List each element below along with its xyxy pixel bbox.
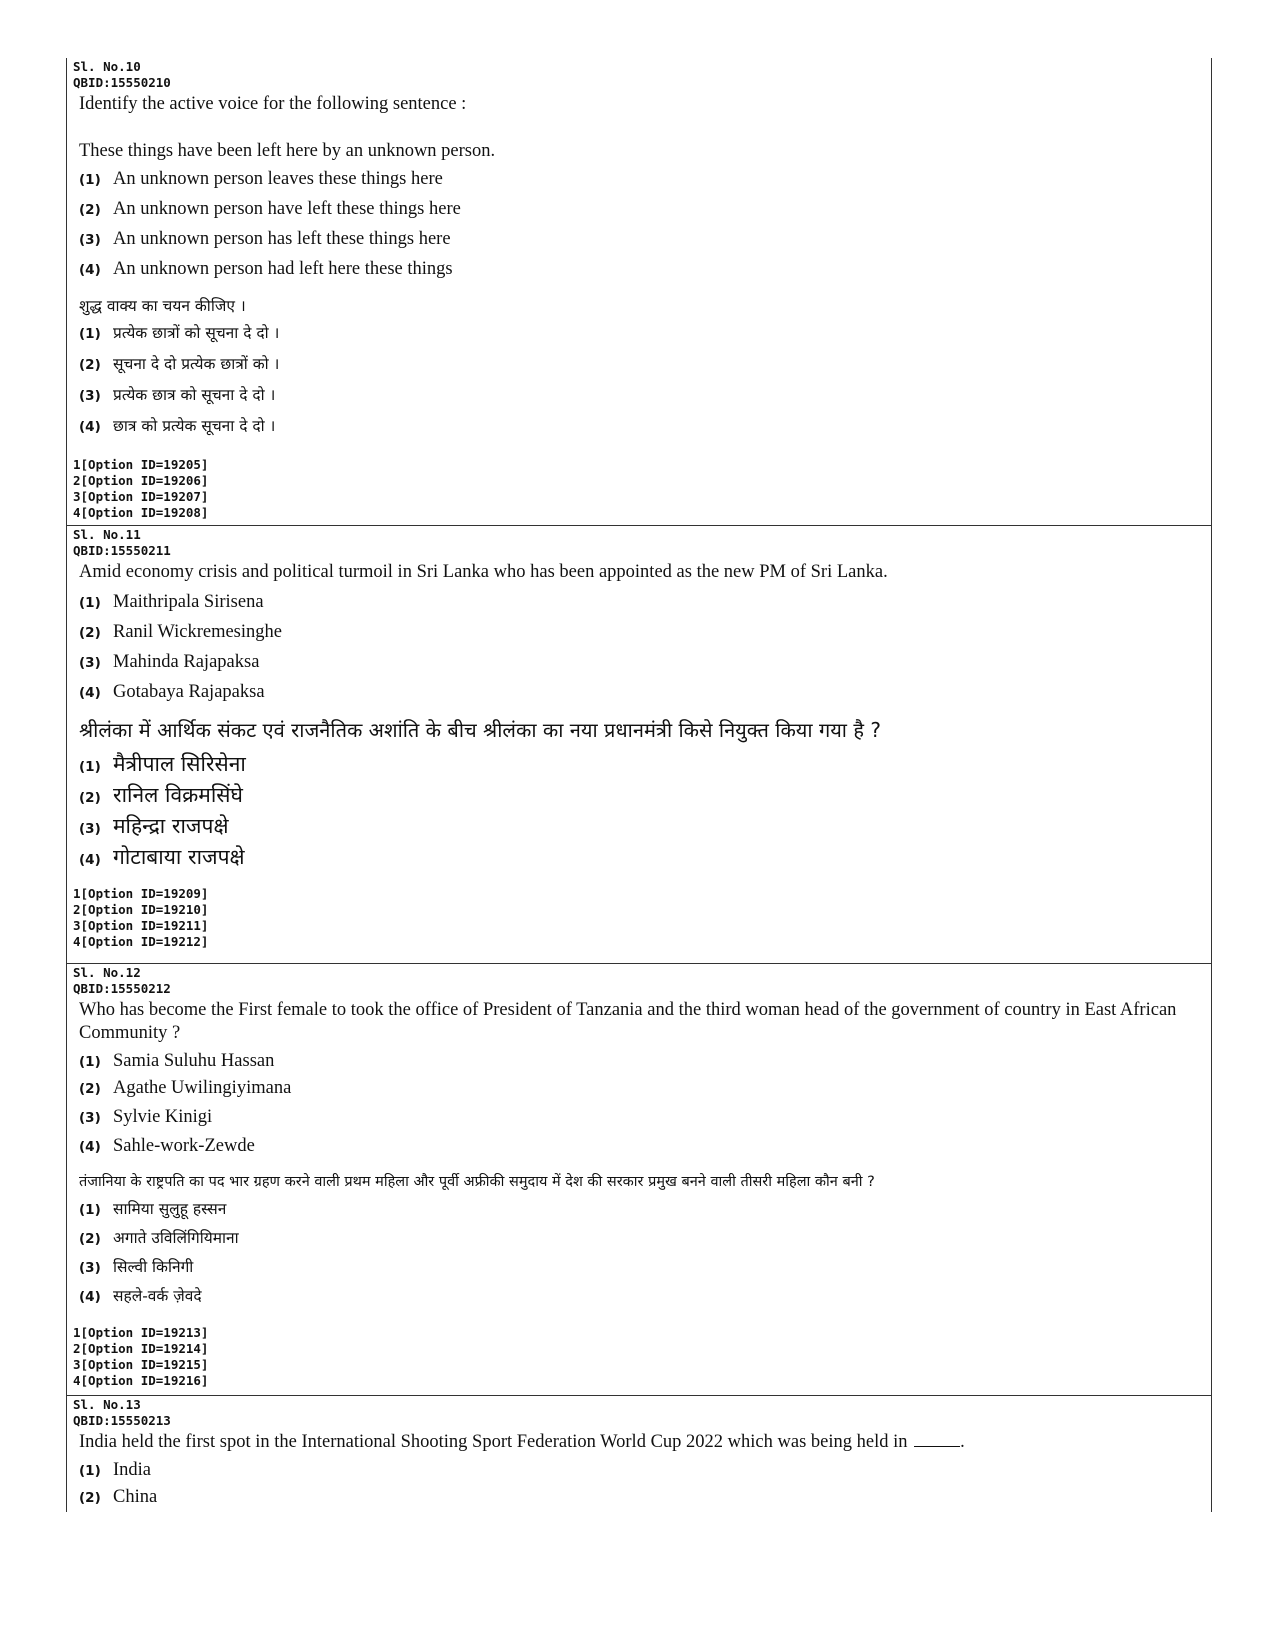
option-id: 4[Option ID=19216] xyxy=(73,1373,209,1388)
question-block-13 xyxy=(67,1396,1211,1512)
serial-number: Sl. No.11 xyxy=(73,527,141,542)
option-hi-3 xyxy=(79,1255,1205,1284)
option-number: (4) xyxy=(79,1139,101,1155)
option-en-1 xyxy=(79,169,1205,199)
blank-line xyxy=(914,1445,960,1447)
option-id: 1[Option ID=19205] xyxy=(73,457,209,472)
question-text-hi: श्रीलंका में आर्थिक संकट एवं राजनैतिक अशांति के बीच श्रीलंका का नया प्रधानमंत्री किसे नियुक्त किया गया है ? xyxy=(79,718,881,742)
option-number: (3) xyxy=(79,1260,101,1276)
question-text-end: . xyxy=(960,1432,965,1452)
option-hi-4 xyxy=(79,1284,1205,1313)
serial-number: Sl. No.10 xyxy=(73,59,141,74)
option-en-1 xyxy=(79,1460,1205,1487)
option-id: 1[Option ID=19209] xyxy=(73,886,209,901)
option-id: 1[Option ID=19213] xyxy=(73,1325,209,1340)
option-text: Agathe Uwilingiyimana xyxy=(113,1078,292,1098)
option-text: सूचना दे दो प्रत्येक छात्रों को । xyxy=(113,355,280,373)
option-number: (4) xyxy=(79,1289,101,1305)
option-hi-2 xyxy=(79,1226,1205,1255)
option-en-4 xyxy=(79,259,1205,289)
option-en-1 xyxy=(79,592,1205,622)
qbid: QBID:15550212 xyxy=(73,981,171,996)
question-sentence-en: These things have been left here by an unknown person. xyxy=(79,141,496,161)
option-id-list xyxy=(73,457,1205,521)
option-number: (1) xyxy=(79,1202,101,1218)
option-text: An unknown person had left here these things xyxy=(113,259,453,279)
option-hi-1 xyxy=(79,321,1205,352)
option-number: (2) xyxy=(79,1081,101,1097)
question-block-12 xyxy=(67,964,1211,1396)
option-id: 3[Option ID=19215] xyxy=(73,1357,209,1372)
question-block-10 xyxy=(67,58,1211,526)
option-text: प्रत्येक छात्र को सूचना दे दो । xyxy=(113,386,276,404)
option-hi-2 xyxy=(79,781,1205,812)
option-number: (4) xyxy=(79,852,101,868)
option-en-2 xyxy=(79,1078,1205,1107)
serial-number: Sl. No.12 xyxy=(73,965,141,980)
question-text-en: Who has become the First female to took the office of President of Tanzania and the third woman head of the government of country in East African Community ? xyxy=(79,1000,1177,1043)
question-paper xyxy=(66,58,1212,1512)
option-text: महिन्द्रा राजपक्षे xyxy=(113,814,229,838)
option-id-list xyxy=(73,886,1205,950)
option-text: Mahinda Rajapaksa xyxy=(113,652,260,672)
question-text-main: India held the first spot in the International Shooting Sport Federation World Cup 2022 which was being held in xyxy=(79,1432,908,1452)
option-id-list xyxy=(73,1325,1205,1389)
option-text: छात्र को प्रत्येक सूचना दे दो । xyxy=(113,417,276,435)
option-id: 2[Option ID=19210] xyxy=(73,902,209,917)
option-id: 4[Option ID=19212] xyxy=(73,934,209,949)
option-number: (2) xyxy=(79,790,101,806)
option-hi-4 xyxy=(79,414,1205,445)
option-text: रानिल विक्रमसिंघे xyxy=(113,783,243,807)
option-hi-3 xyxy=(79,383,1205,414)
option-en-1 xyxy=(79,1051,1205,1078)
option-en-3 xyxy=(79,652,1205,682)
option-id: 2[Option ID=19214] xyxy=(73,1341,209,1356)
option-id: 2[Option ID=19206] xyxy=(73,473,209,488)
option-hi-3 xyxy=(79,812,1205,843)
option-number: (3) xyxy=(79,1110,101,1126)
option-hi-2 xyxy=(79,352,1205,383)
option-number: (1) xyxy=(79,172,101,188)
option-text: Sylvie Kinigi xyxy=(113,1107,213,1127)
qbid: QBID:15550211 xyxy=(73,543,171,558)
qbid: QBID:15550210 xyxy=(73,75,171,90)
option-text: An unknown person leaves these things here xyxy=(113,169,443,189)
option-en-4 xyxy=(79,1136,1205,1165)
option-text: India xyxy=(113,1460,152,1480)
option-text: सामिया सुलुहू हस्सन xyxy=(113,1200,227,1218)
option-en-3 xyxy=(79,229,1205,259)
option-text: प्रत्येक छात्रों को सूचना दे दो । xyxy=(113,324,280,342)
option-number: (3) xyxy=(79,655,101,671)
option-number: (2) xyxy=(79,202,101,218)
option-number: (2) xyxy=(79,1231,101,1247)
question-block-11 xyxy=(67,526,1211,964)
option-text: Maithripala Sirisena xyxy=(113,592,264,612)
option-number: (3) xyxy=(79,388,101,404)
option-text: सिल्वी किनिगी xyxy=(113,1258,194,1276)
option-number: (2) xyxy=(79,1490,101,1506)
option-text: Ranil Wickremesinghe xyxy=(113,622,282,642)
option-hi-1 xyxy=(79,1197,1205,1226)
option-number: (1) xyxy=(79,1463,101,1479)
serial-number: Sl. No.13 xyxy=(73,1397,141,1412)
option-number: (1) xyxy=(79,326,101,342)
question-text-en: Amid economy crisis and political turmoil in Sri Lanka who has been appointed as the new PM of Sri Lanka. xyxy=(79,562,888,582)
option-text: गोटाबाया राजपक्षे xyxy=(113,845,245,869)
question-text-hi: तंजानिया के राष्ट्रपति का पद भार ग्रहण करने वाली प्रथम महिला और पूर्वी अफ्रीकी समुदाय में देश की सरकार प्रमुख बनने वाली तीसरी महिला कौन बनी ? xyxy=(79,1174,875,1190)
option-en-2 xyxy=(79,1487,1205,1514)
option-number: (4) xyxy=(79,685,101,701)
option-text: An unknown person have left these things here xyxy=(113,199,461,219)
option-en-3 xyxy=(79,1107,1205,1136)
option-en-2 xyxy=(79,199,1205,229)
question-text-en: Identify the active voice for the following sentence : xyxy=(79,94,467,114)
option-number: (1) xyxy=(79,759,101,775)
option-text: अगाते उविलिंगियिमाना xyxy=(113,1229,239,1247)
option-id: 4[Option ID=19208] xyxy=(73,505,209,520)
option-text: China xyxy=(113,1487,158,1507)
option-number: (1) xyxy=(79,595,101,611)
question-text-en xyxy=(79,1431,1205,1454)
option-text: सहले-वर्क ज़ेवदे xyxy=(113,1287,202,1305)
option-number: (1) xyxy=(79,1054,101,1070)
option-number: (3) xyxy=(79,821,101,837)
option-text: Gotabaya Rajapaksa xyxy=(113,682,265,702)
option-id: 3[Option ID=19211] xyxy=(73,918,209,933)
option-text: Samia Suluhu Hassan xyxy=(113,1051,275,1071)
option-number: (2) xyxy=(79,357,101,373)
option-number: (4) xyxy=(79,419,101,435)
option-text: मैत्रीपाल सिरिसेना xyxy=(113,752,246,776)
option-id: 3[Option ID=19207] xyxy=(73,489,209,504)
option-hi-4 xyxy=(79,843,1205,874)
option-en-2 xyxy=(79,622,1205,652)
option-number: (4) xyxy=(79,262,101,278)
option-number: (2) xyxy=(79,625,101,641)
option-hi-1 xyxy=(79,750,1205,781)
option-text: An unknown person has left these things here xyxy=(113,229,451,249)
option-en-4 xyxy=(79,682,1205,712)
option-number: (3) xyxy=(79,232,101,248)
qbid: QBID:15550213 xyxy=(73,1413,171,1428)
question-text-hi: शुद्ध वाक्य का चयन कीजिए । xyxy=(79,297,246,315)
option-text: Sahle-work-Zewde xyxy=(113,1136,255,1156)
